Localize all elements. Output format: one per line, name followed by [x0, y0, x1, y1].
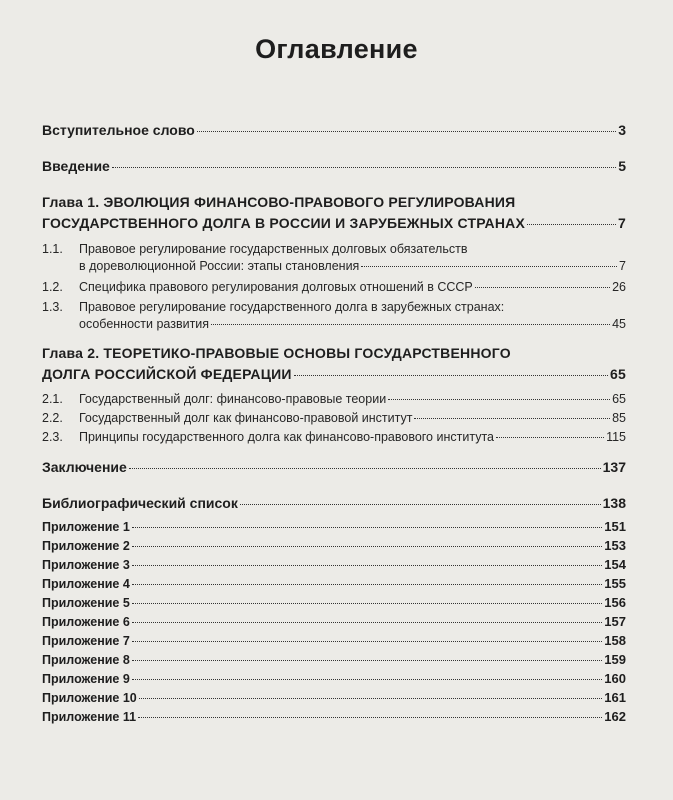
page-number: 162 — [604, 709, 626, 724]
toc-section-2-1[interactable] — [42, 392, 626, 410]
dot-leader — [132, 641, 602, 642]
dot-leader — [129, 468, 601, 469]
toc-appendix-2[interactable] — [42, 538, 626, 553]
page-number: 7 — [619, 259, 626, 273]
page-number: 151 — [604, 519, 626, 534]
toc-appendix-5[interactable] — [42, 595, 626, 610]
toc-appendix-11[interactable] — [42, 709, 626, 724]
page-number: 159 — [604, 652, 626, 667]
appendix-label: Приложение 4 — [42, 577, 130, 591]
section-number: 1.2. — [42, 280, 63, 294]
toc-section-1-2[interactable] — [42, 280, 626, 298]
toc-entry-label: Библиографический список — [42, 495, 238, 511]
dot-leader — [527, 224, 616, 225]
table-of-contents — [42, 0, 626, 800]
toc-chapter-1[interactable] — [42, 194, 626, 231]
dot-leader — [496, 437, 604, 438]
section-number: 1.3. — [42, 300, 63, 314]
toc-appendix-4[interactable] — [42, 576, 626, 591]
toc-appendix-3[interactable] — [42, 557, 626, 572]
dot-leader — [132, 679, 602, 680]
page-number: 115 — [606, 430, 626, 444]
dot-leader — [132, 527, 602, 528]
page-number: 5 — [618, 158, 626, 174]
dot-leader — [240, 504, 601, 505]
chapter-title-line1: Глава 2. ТЕОРЕТИКО-ПРАВОВЫЕ ОСНОВЫ ГОСУДАРСТВЕННОГО — [42, 345, 511, 361]
chapter-title-line2: ГОСУДАРСТВЕННОГО ДОЛГА В РОССИИ И ЗАРУБЕЖНЫХ СТРАНАХ — [42, 215, 525, 231]
appendix-label: Приложение 8 — [42, 653, 130, 667]
dot-leader — [211, 324, 610, 325]
section-title-line1: Правовое регулирование государственных долговых обязательств — [79, 242, 468, 256]
dot-leader — [112, 167, 616, 168]
page-number: 85 — [612, 411, 626, 425]
toc-appendix-7[interactable] — [42, 633, 626, 648]
dot-leader — [414, 418, 610, 419]
section-number: 2.1. — [42, 392, 63, 406]
appendix-label: Приложение 1 — [42, 520, 130, 534]
dot-leader — [361, 266, 617, 267]
toc-appendix-1[interactable] — [42, 519, 626, 534]
toc-appendix-8[interactable] — [42, 652, 626, 667]
appendix-label: Приложение 6 — [42, 615, 130, 629]
page-number: 138 — [602, 495, 626, 511]
appendix-label: Приложение 11 — [42, 710, 137, 724]
page-number: 3 — [618, 122, 626, 138]
appendix-label: Приложение 9 — [42, 672, 130, 686]
toc-chapter-2[interactable] — [42, 345, 626, 382]
section-title: Принципы государственного долга как финансово-правового института — [79, 430, 494, 444]
dot-leader — [475, 287, 610, 288]
page-number: 161 — [604, 690, 626, 705]
dot-leader — [139, 698, 603, 699]
toc-appendix-9[interactable] — [42, 671, 626, 686]
page-number: 26 — [612, 280, 626, 294]
page-number: 158 — [604, 633, 626, 648]
toc-section-1-3[interactable] — [42, 300, 626, 336]
dot-leader — [132, 565, 602, 566]
appendix-label: Приложение 5 — [42, 596, 130, 610]
chapter-title-line2: ДОЛГА РОССИЙСКОЙ ФЕДЕРАЦИИ — [42, 366, 292, 382]
page-number: 137 — [602, 459, 626, 475]
section-number: 2.2. — [42, 411, 63, 425]
page-number: 156 — [604, 595, 626, 610]
dot-leader — [132, 546, 602, 547]
page-number: 7 — [618, 215, 626, 231]
page-number: 155 — [604, 576, 626, 591]
toc-entry-conclusion[interactable] — [42, 459, 626, 475]
dot-leader — [132, 603, 602, 604]
dot-leader — [294, 375, 608, 376]
toc-entry-bibliography[interactable] — [42, 495, 626, 511]
chapter-title-line1: Глава 1. ЭВОЛЮЦИЯ ФИНАНСОВО-ПРАВОВОГО РЕГУЛИРОВАНИЯ — [42, 194, 516, 210]
appendix-label: Приложение 2 — [42, 539, 130, 553]
page-title: Оглавление — [255, 34, 418, 64]
dot-leader — [132, 584, 602, 585]
section-number: 2.3. — [42, 430, 63, 444]
toc-section-1-1[interactable] — [42, 242, 626, 278]
dot-leader — [132, 622, 602, 623]
appendix-label: Приложение 10 — [42, 691, 137, 705]
appendix-label: Приложение 7 — [42, 634, 130, 648]
toc-entry-label: Заключение — [42, 459, 127, 475]
page-number: 157 — [604, 614, 626, 629]
toc-section-2-3[interactable] — [42, 430, 626, 448]
toc-appendix-6[interactable] — [42, 614, 626, 629]
page-number: 45 — [612, 317, 626, 331]
page-number: 65 — [612, 392, 626, 406]
dot-leader — [138, 717, 602, 718]
section-title-line2: особенности развития — [79, 317, 210, 331]
section-number: 1.1. — [42, 242, 63, 256]
dot-leader — [197, 131, 616, 132]
page-number: 65 — [610, 366, 626, 382]
page-number: 154 — [604, 557, 626, 572]
page-number: 160 — [604, 671, 626, 686]
toc-entry-introduction[interactable] — [42, 158, 626, 174]
section-title: Государственный долг: финансово-правовые теории — [79, 392, 387, 406]
page-number: 153 — [604, 538, 626, 553]
appendix-label: Приложение 3 — [42, 558, 130, 572]
section-title: Государственный долг как финансово-правовой институт — [79, 411, 413, 425]
toc-appendix-10[interactable] — [42, 690, 626, 705]
dot-leader — [132, 660, 602, 661]
section-title-line1: Правовое регулирование государственного долга в зарубежных странах: — [79, 300, 505, 314]
section-title: Специфика правового регулирования долговых отношений в СССР — [79, 280, 473, 294]
toc-entry-label: Введение — [42, 158, 110, 174]
toc-section-2-2[interactable] — [42, 411, 626, 429]
toc-entry-intro-word[interactable] — [42, 122, 626, 138]
dot-leader — [388, 399, 610, 400]
section-title-line2: в дореволюционной России: этапы становления — [79, 259, 360, 273]
toc-entry-label: Вступительное слово — [42, 122, 195, 138]
